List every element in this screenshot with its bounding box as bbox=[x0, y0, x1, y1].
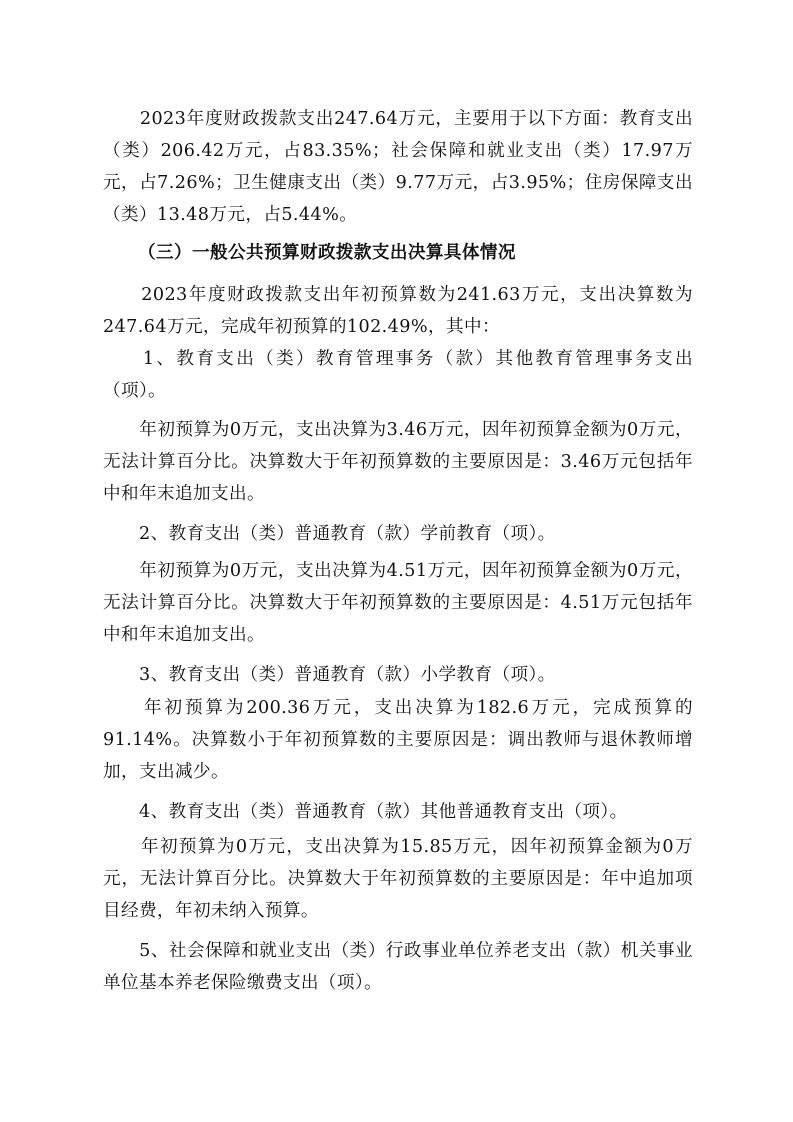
item-2-detail: 年初预算为0万元，支出决算为4.51万元，因年初预算金额为0万元，无法计算百分比。决算数大于年初预算数的主要原因是：4.51万元包括年中和年末追加支出。 bbox=[103, 561, 693, 645]
section-heading: （三）一般公共预算财政拨款支出决算具体情况 bbox=[138, 243, 516, 263]
item-4-detail: 年初预算为0万元，支出决算为15.85万元，因年初预算金额为0万元，无法计算百分比。决算数大于年初预算数的主要原因是：年中追加项目经费，年初未纳入预算。 bbox=[103, 837, 693, 921]
item-1-detail: 年初预算为0万元，支出决算为3.46万元，因年初预算金额为0万元，无法计算百分比。决算数大于年初预算数的主要原因是：3.46万元包括年中和年末追加支出。 bbox=[103, 420, 693, 504]
item-2-title: 2、教育支出（类）普通教育（款）学前教育（项）。 bbox=[103, 524, 556, 544]
item-4-title: 4、教育支出（类）普通教育（款）其他普通教育支出（项）。 bbox=[103, 802, 628, 822]
item-1-title: 1、教育支出（类）教育管理事务（款）其他教育管理事务支出（项）。 bbox=[103, 349, 693, 401]
paragraph-expenditure-summary: 2023年度财政拨款支出247.64万元，主要用于以下方面：教育支出（类）206.42万元，占83.35%；社会保障和就业支出（类）17.97万元，占7.26%；卫生健康支出（类）9.77万元，占3.95%；住房保障支出（类）13.48万元，占5.44%。 bbox=[103, 109, 693, 225]
item-3-detail: 年初预算为200.36万元，支出决算为182.6万元，完成预算的91.14%。决算数小于年初预算数的主要原因是：调出教师与退休教师增加，支出减少。 bbox=[103, 698, 693, 782]
item-3-title: 3、教育支出（类）普通教育（款）小学教育（项）。 bbox=[103, 665, 556, 685]
item-5-title: 5、社会保障和就业支出（类）行政事业单位养老支出（款）机关事业单位基本养老保险缴费支出（项）。 bbox=[103, 941, 693, 993]
paragraph-budget-overview: 2023年度财政拨款支出年初预算数为241.63万元，支出决算数为247.64万元，完成年初预算的102.49%，其中： bbox=[103, 285, 693, 337]
